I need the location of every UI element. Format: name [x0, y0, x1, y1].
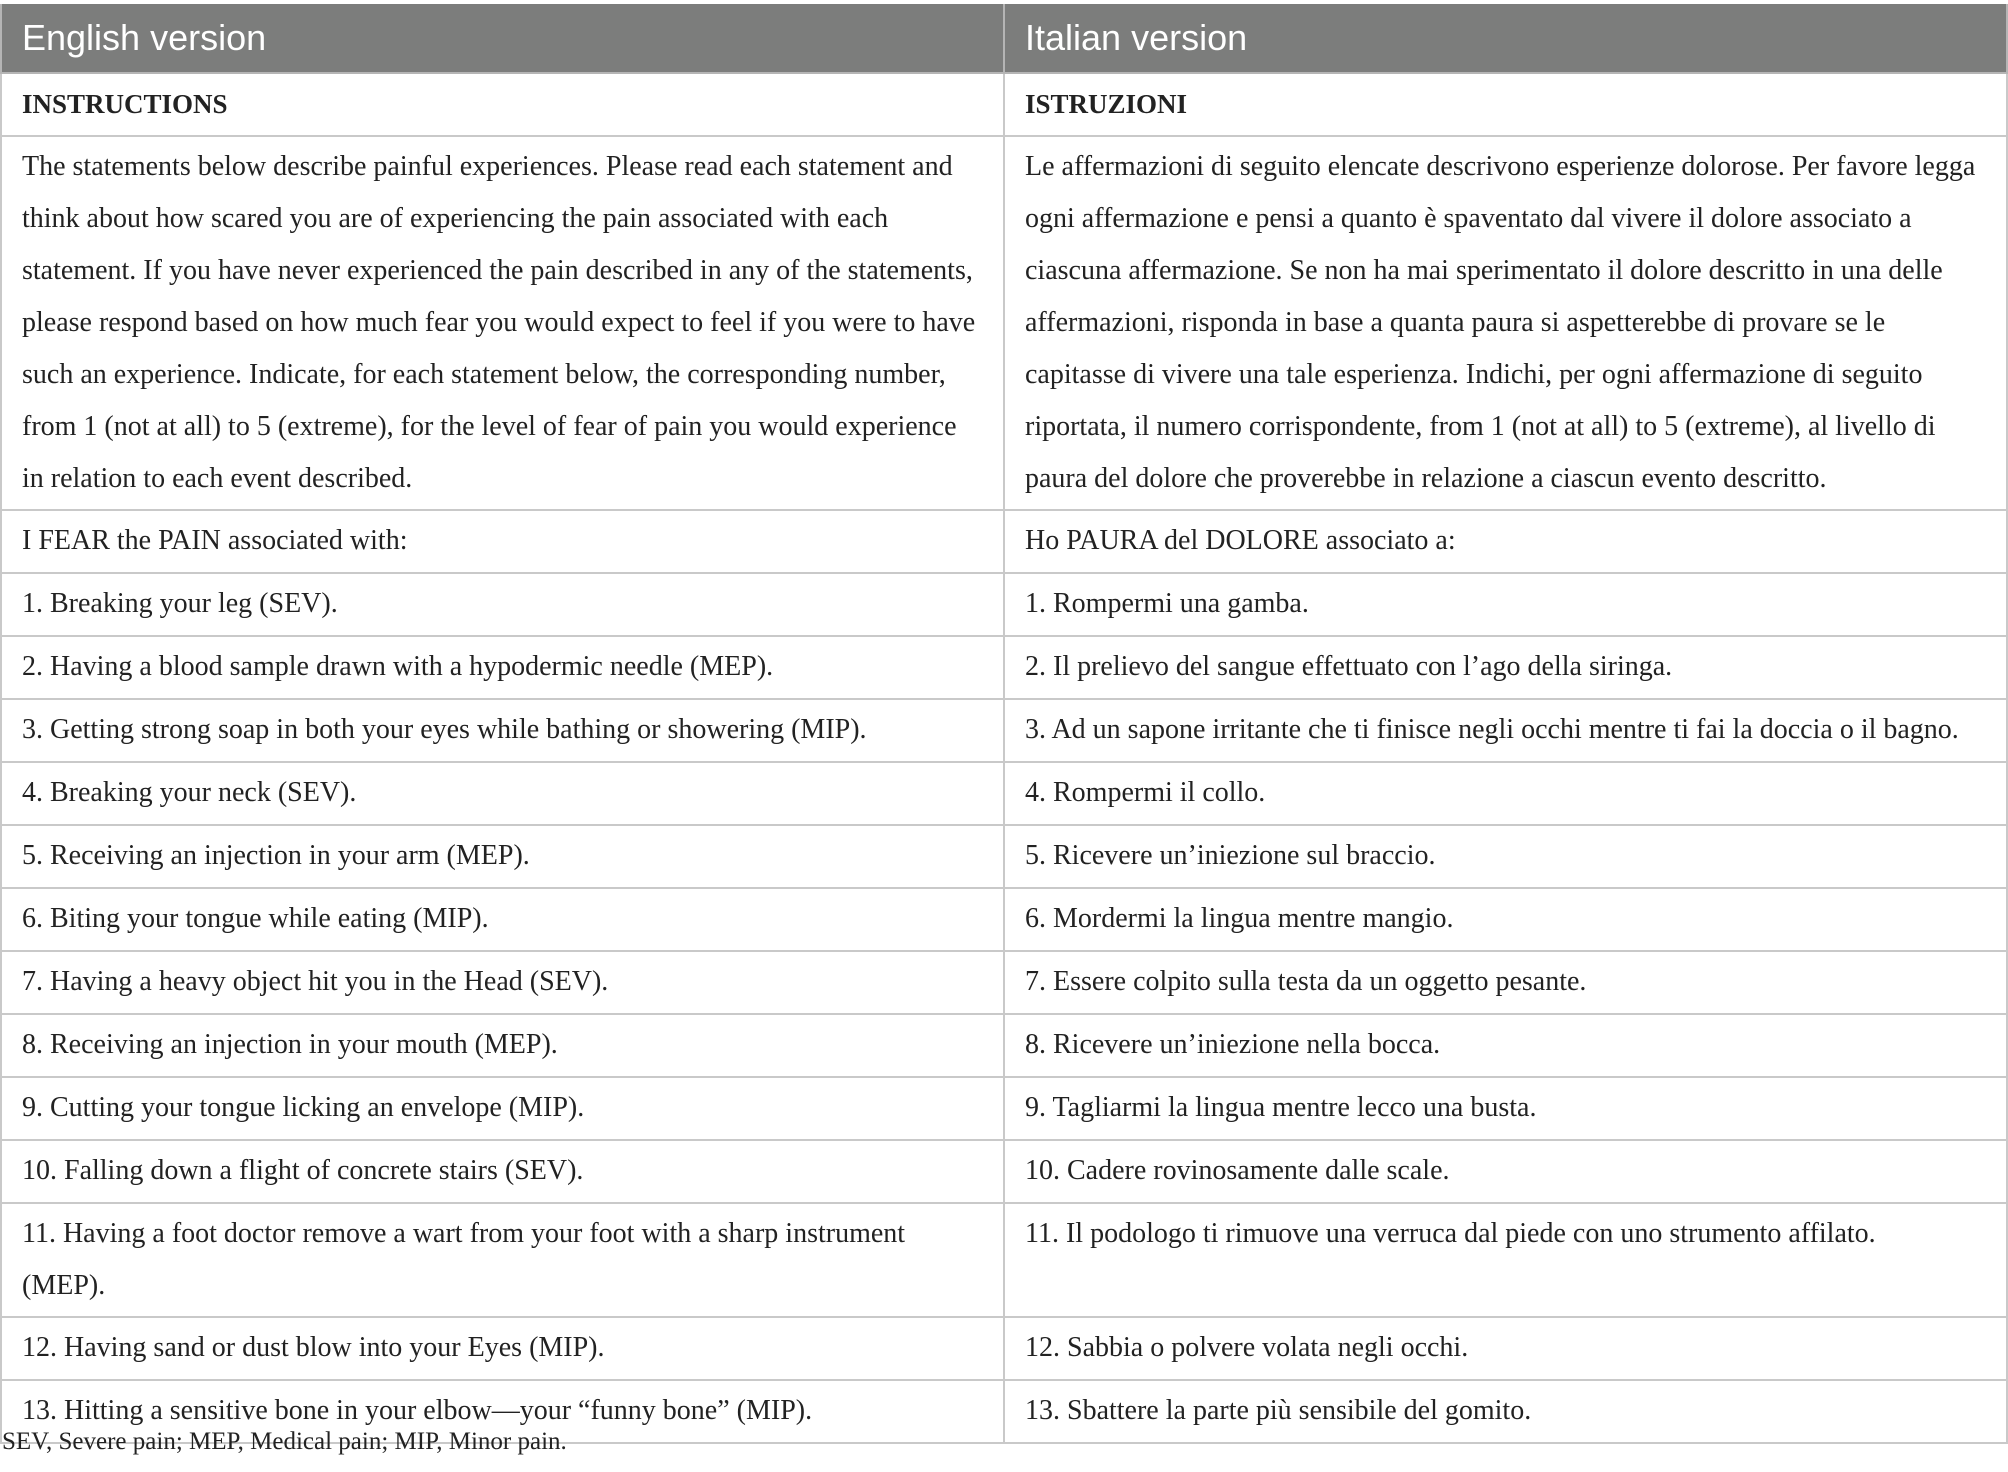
table-row	[1, 825, 2007, 888]
table-row	[1, 1203, 2007, 1317]
item-11-it: 11. Il podologo ti rimuove una verruca dal piede con uno strumento affilato.	[1004, 1203, 2007, 1317]
stem-row	[1, 510, 2007, 573]
item-4-it: 4. Rompermi il collo.	[1004, 762, 2007, 825]
stem-it: Ho PAURA del DOLORE associato a:	[1004, 510, 2007, 573]
item-9-it: 9. Tagliarmi la lingua mentre lecco una busta.	[1004, 1077, 2007, 1140]
questionnaire-table	[0, 4, 2008, 1444]
table-row	[1, 1140, 2007, 1203]
item-7-en: 7. Having a heavy object hit you in the Head (SEV).	[1, 951, 1004, 1014]
instructions-label-en: INSTRUCTIONS	[1, 73, 1004, 136]
item-8-en: 8. Receiving an injection in your mouth (MEP).	[1, 1014, 1004, 1077]
table-row	[1, 888, 2007, 951]
instructions-text-en: The statements below describe painful experiences. Please read each statement and think about how scared you are of experiencing the pain associated with each statement. If you have never experienced the pain described in any of the statements, please respond based on how much fear you would expect to feel if you were to have such an experience. Indicate, for each statement below, the corresponding number, from 1 (not at all) to 5 (extreme), for the level of fear of pain you would experience in relation to each event described.	[1, 136, 1004, 510]
item-10-it: 10. Cadere rovinosamente dalle scale.	[1004, 1140, 2007, 1203]
item-5-en: 5. Receiving an injection in your arm (MEP).	[1, 825, 1004, 888]
item-4-en: 4. Breaking your neck (SEV).	[1, 762, 1004, 825]
instructions-text-it: Le affermazioni di seguito elencate descrivono esperienze dolorose. Per favore legga ogni affermazione e pensi a quanto è spaventato dal vivere il dolore associato a ciascuna affermazione. Se non ha mai sperimentato il dolore descritto in una delle affermazioni, risponda in base a quanta paura si aspetterebbe di provare se le capitasse di vivere una tale esperienza. Indichi, per ogni affermazione di seguito riportata, il numero corrispondente, from 1 (not at all) to 5 (extreme), al livello di paura del dolore che proverebbe in relazione a ciascun evento descritto.	[1004, 136, 2007, 510]
header-italian-version: Italian version	[1004, 4, 2007, 73]
table-row	[1, 573, 2007, 636]
questionnaire-table-container	[0, 4, 2006, 1444]
item-13-it: 13. Sbattere la parte più sensibile del gomito.	[1004, 1380, 2007, 1443]
item-6-it: 6. Mordermi la lingua mentre mangio.	[1004, 888, 2007, 951]
instructions-label-it: ISTRUZIONI	[1004, 73, 2007, 136]
item-3-en: 3. Getting strong soap in both your eyes while bathing or showering (MIP).	[1, 699, 1004, 762]
table-row	[1, 1317, 2007, 1380]
table-row	[1, 1077, 2007, 1140]
item-1-it: 1. Rompermi una gamba.	[1004, 573, 2007, 636]
item-12-it: 12. Sabbia o polvere volata negli occhi.	[1004, 1317, 2007, 1380]
item-5-it: 5. Ricevere un’iniezione sul braccio.	[1004, 825, 2007, 888]
item-6-en: 6. Biting your tongue while eating (MIP).	[1, 888, 1004, 951]
table-body	[1, 73, 2007, 1443]
table-row	[1, 762, 2007, 825]
item-7-it: 7. Essere colpito sulla testa da un oggetto pesante.	[1004, 951, 2007, 1014]
item-9-en: 9. Cutting your tongue licking an envelope (MIP).	[1, 1077, 1004, 1140]
item-13-en: 13. Hitting a sensitive bone in your elbow—your “funny bone” (MIP).	[1, 1380, 1004, 1443]
instructions-label-row	[1, 73, 2007, 136]
item-3-it: 3. Ad un sapone irritante che ti finisce negli occhi mentre ti fai la doccia o il bagno.	[1004, 699, 2007, 762]
table-footnote: SEV, Severe pain; MEP, Medical pain; MIP, Minor pain.	[2, 1428, 567, 1455]
item-11-en: 11. Having a foot doctor remove a wart from your foot with a sharp instrument (MEP).	[1, 1203, 1004, 1317]
item-1-en: 1. Breaking your leg (SEV).	[1, 573, 1004, 636]
table-row	[1, 951, 2007, 1014]
item-2-it: 2. Il prelievo del sangue effettuato con l’ago della siringa.	[1004, 636, 2007, 699]
table-row	[1, 1014, 2007, 1077]
stem-en: I FEAR the PAIN associated with:	[1, 510, 1004, 573]
table-row	[1, 699, 2007, 762]
header-english-version: English version	[1, 4, 1004, 73]
item-10-en: 10. Falling down a flight of concrete stairs (SEV).	[1, 1140, 1004, 1203]
instructions-text-row	[1, 136, 2007, 510]
item-2-en: 2. Having a blood sample drawn with a hypodermic needle (MEP).	[1, 636, 1004, 699]
item-12-en: 12. Having sand or dust blow into your Eyes (MIP).	[1, 1317, 1004, 1380]
table-row	[1, 636, 2007, 699]
item-8-it: 8. Ricevere un’iniezione nella bocca.	[1004, 1014, 2007, 1077]
table-header-row	[1, 4, 2007, 73]
